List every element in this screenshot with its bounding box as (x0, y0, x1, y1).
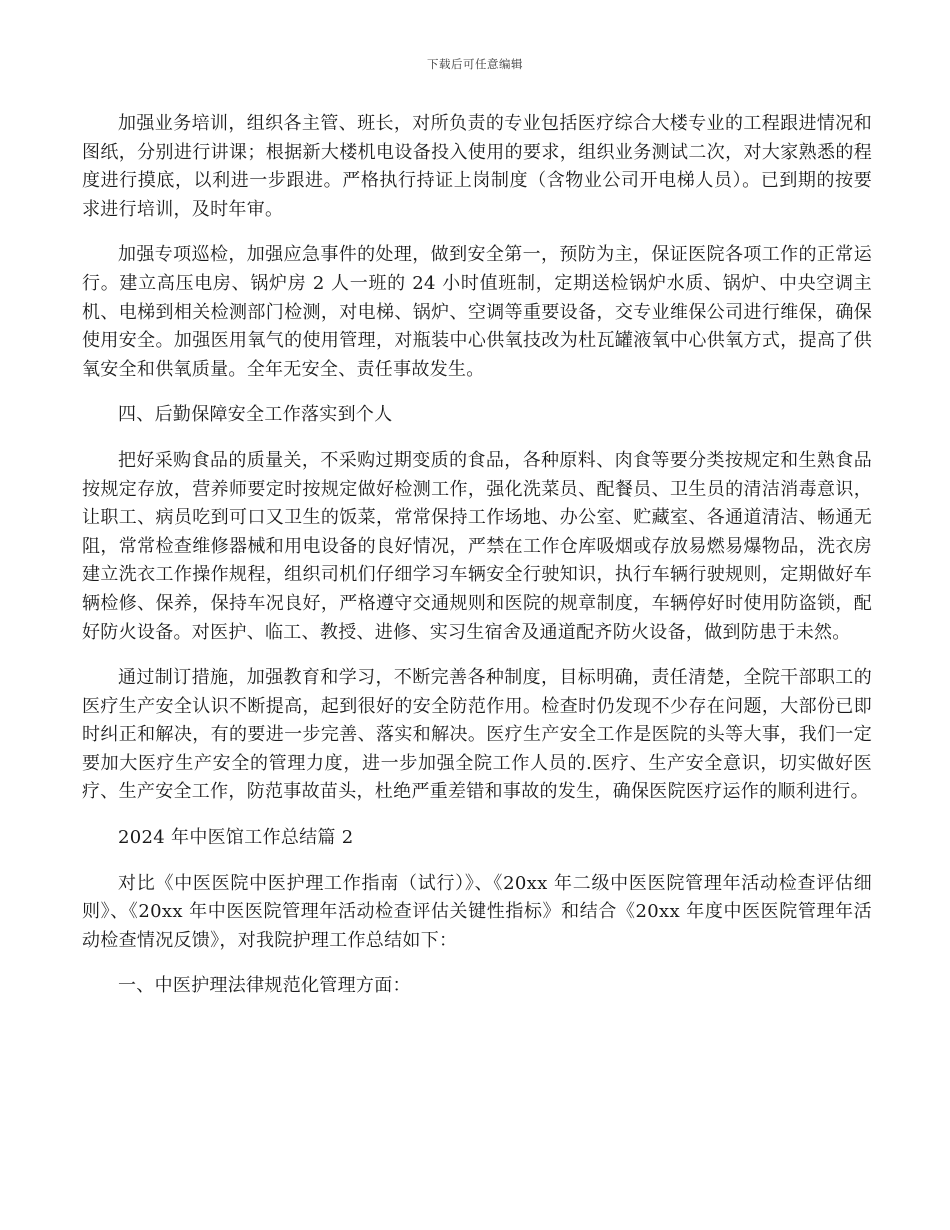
paragraph-special-inspection: 加强专项巡检，加强应急事件的处理，做到安全第一，预防为主，保证医院各项工作的正常运行。建立高压电房、锅炉房 2 人一班的 24 小时值班制，定期送检锅炉水质、锅炉、中央空调主机、电梯到相关检测部门检测，对电梯、锅炉、空调等重要设备，交专业维保公司进行维保，确保使用安全。加强医用氧气的使用管理，对瓶装中心供氧技改为杜瓦罐液氧中心供氧方式，提高了供氧安全和供氧质量。全年无安全、责任事故发生。 (82, 244, 872, 380)
paragraph-business-training: 加强业务培训，组织各主管、班长，对所负责的专业包括医疗综合大楼专业的工程跟进情况和图纸，分别进行讲课；根据新大楼机电设备投入使用的要求，组织业务测试二次，对大家熟悉的程度进行摸底，以利进一步跟进。严格执行持证上岗制度（含物业公司开电梯人员）。已到期的按要求进行培训，及时年审。 (82, 113, 872, 220)
paragraph-measures-summary: 通过制订措施，加强教育和学习，不断完善各种制度，目标明确，责任清楚，全院干部职工的医疗生产安全认识不断提高，起到很好的安全防范作用。检查时仍发现不少存在问题，大部份已即时纠正和解决，有的要进一步完善、落实和解决。医疗生产安全工作是医院的头等大事，我们一定要加大医疗生产安全的管理力度，进一步加强全院工作人员的.医疗、生产安全意识，切实做好医疗、生产安全工作，防范事故苗头，杜绝严重差错和事故的发生，确保医院医疗运作的顺利进行。 (82, 667, 872, 803)
document-body (82, 110, 872, 1018)
section-heading-legal-management: 一、中医护理法律规范化管理方面： (118, 975, 411, 997)
paragraph-food-quality: 把好采购食品的质量关，不采购过期变质的食品，各种原料、肉食等要分类按规定和生熟食品按规定存放，营养师要定时按规定做好检测工作，强化洗菜员、配餐员、卫生员的清洁消毒意识，让职工、病员吃到可口又卫生的饭菜，常常保持工作场地、办公室、贮藏室、各通道清洁、畅通无阻，常常检查维修器械和用电设备的良好情况，严禁在工作仓库吸烟或存放易燃易爆物品，洗衣房建立洗衣工作操作规程，组织司机们仔细学习车辆安全行驶知识，执行车辆行驶规则，定期做好车辆检修、保养，保持车况良好，严格遵守交通规则和医院的规章制度，车辆停好时使用防盗锁，配好防火设备。对医护、临工、教授、进修、实习生宿舍及通道配齐防火设备，做到防患于未然。 (82, 449, 872, 643)
article-title-part-2: 2024 年中医馆工作总结篇 2 (118, 827, 354, 849)
paragraph-nursing-comparison: 对比《中医医院中医护理工作指南（试行）》、《20xx 年二级中医医院管理年活动检查评估细则》、《20xx 年中医医院管理年活动检查评估关键性指标》和结合《20xx 年度中医医院管理年活动检查情况反馈》，对我院护理工作总结如下： (82, 872, 872, 951)
header-note: 下载后可任意编辑 (427, 57, 523, 71)
section-heading-logistics-safety: 四、后勤保障安全工作落实到个人 (118, 404, 393, 426)
